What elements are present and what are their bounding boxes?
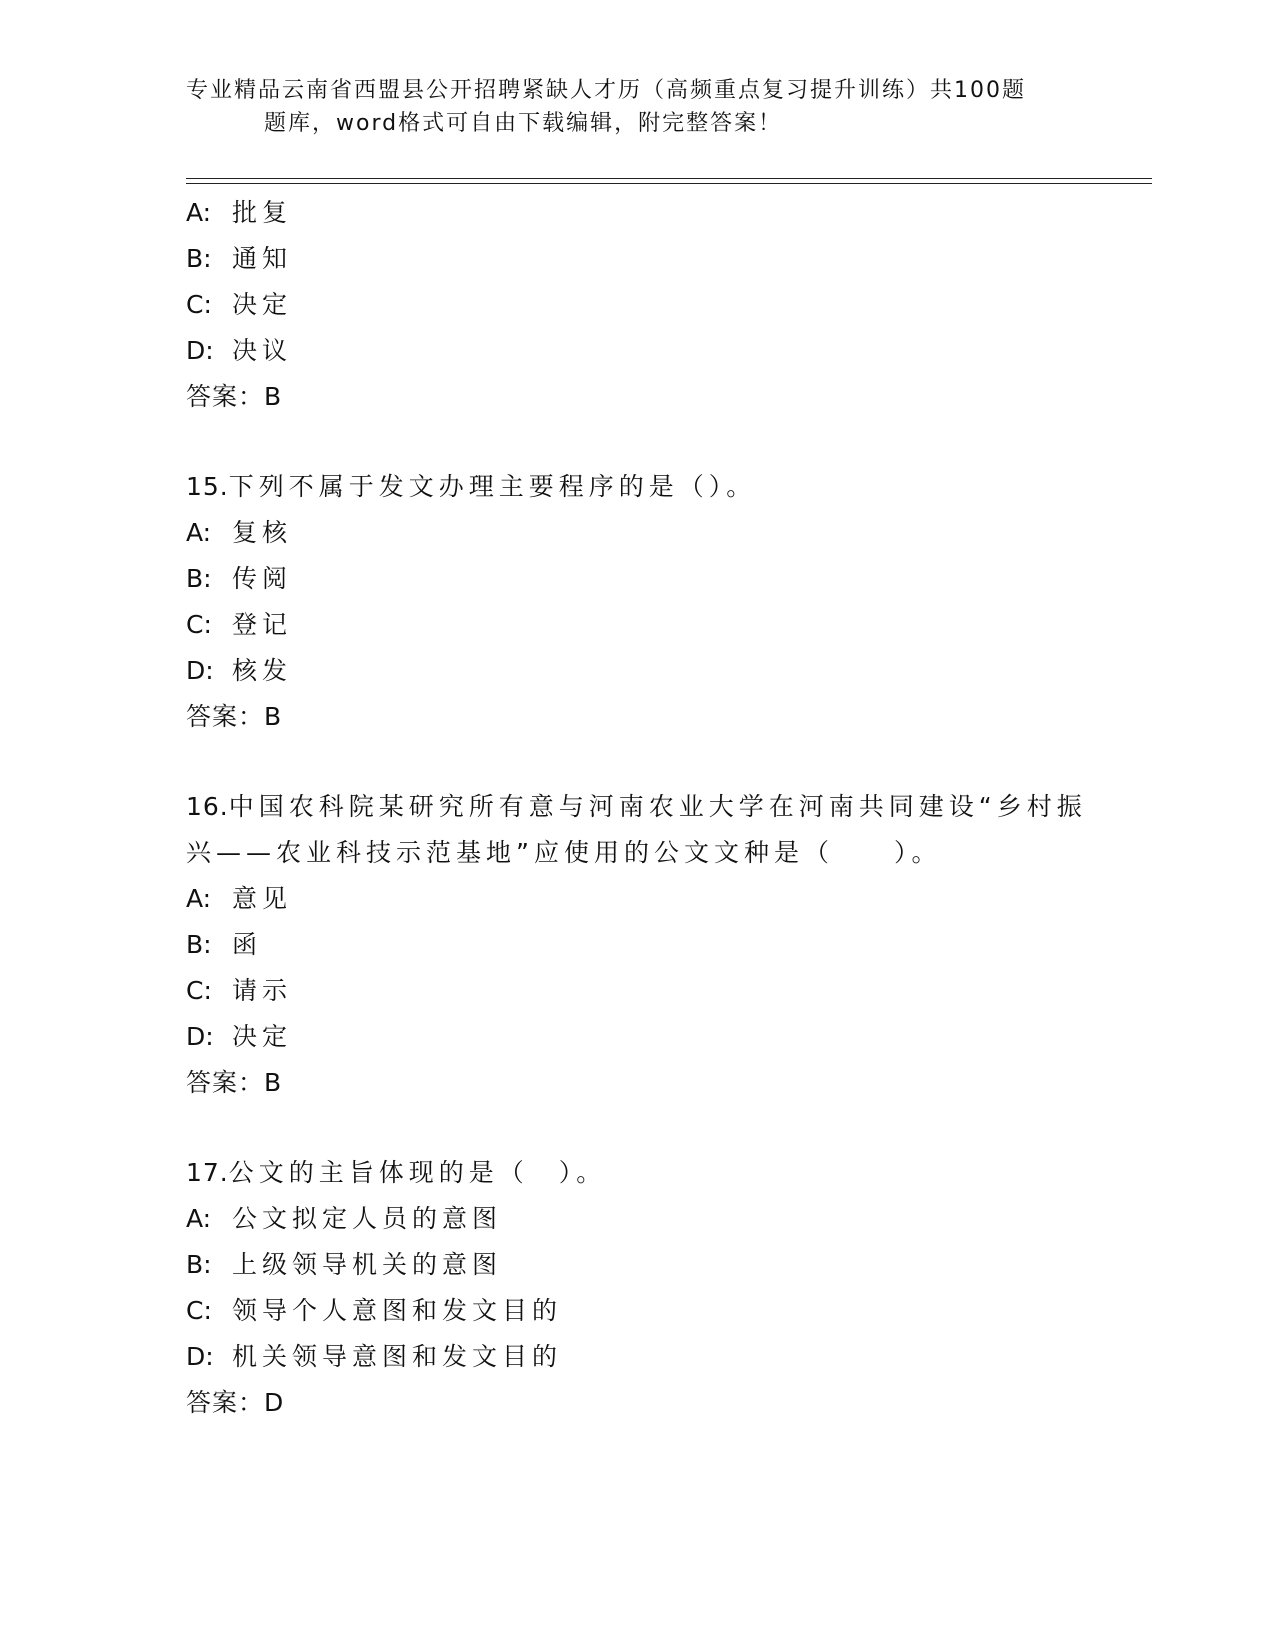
document-header (186, 74, 1086, 140)
answer: 答案：B (186, 382, 283, 411)
question-stem-continued: 兴——农业科技示范基地”应使用的公文文种是（ ）。 (186, 838, 942, 867)
question-15 (186, 464, 1136, 740)
answer: 答案：B (186, 702, 283, 731)
option-d: D: 机关领导意图和发文目的 (186, 1342, 563, 1371)
question-list (186, 190, 1136, 1426)
question-17 (186, 1150, 1136, 1426)
question-continued (186, 190, 1136, 420)
answer: 答案：B (186, 1068, 283, 1097)
option-b: B: 函 (186, 930, 263, 959)
question-stem: 17.公文的主旨体现的是（ ）。 (186, 1158, 607, 1187)
option-a: A: 意见 (186, 884, 293, 913)
option-a: A: 复核 (186, 518, 293, 547)
question-stem: 16.中国农科院某研究所有意与河南农业大学在河南共同建设“乡村振 (186, 792, 1087, 821)
option-d: D: 决议 (186, 336, 293, 365)
question-number: 17. (186, 1158, 229, 1187)
option-c: C: 决定 (186, 290, 293, 319)
option-b: B: 通知 (186, 244, 293, 273)
option-b: B: 上级领导机关的意图 (186, 1250, 503, 1279)
option-c: C: 请示 (186, 976, 293, 1005)
option-c: C: 领导个人意图和发文目的 (186, 1296, 563, 1325)
option-d: D: 核发 (186, 656, 293, 685)
answer: 答案：D (186, 1388, 285, 1417)
option-d: D: 决定 (186, 1022, 293, 1051)
question-16 (186, 784, 1136, 1106)
option-a: A: 批复 (186, 198, 293, 227)
header-title-line2: 题库，word格式可自由下载编辑，附完整答案！ (264, 111, 783, 136)
option-b: B: 传阅 (186, 564, 293, 593)
option-c: C: 登记 (186, 610, 293, 639)
option-a: A: 公文拟定人员的意图 (186, 1204, 503, 1233)
header-rule-top (186, 178, 1152, 179)
header-rule-bottom (186, 183, 1152, 184)
question-number: 16. (186, 792, 229, 821)
question-number: 15. (186, 472, 229, 501)
header-title-line1: 专业精品云南省西盟县公开招聘紧缺人才历（高频重点复习提升训练）共100题 (186, 78, 1026, 103)
question-stem: 15.下列不属于发文办理主要程序的是（）。 (186, 472, 757, 501)
